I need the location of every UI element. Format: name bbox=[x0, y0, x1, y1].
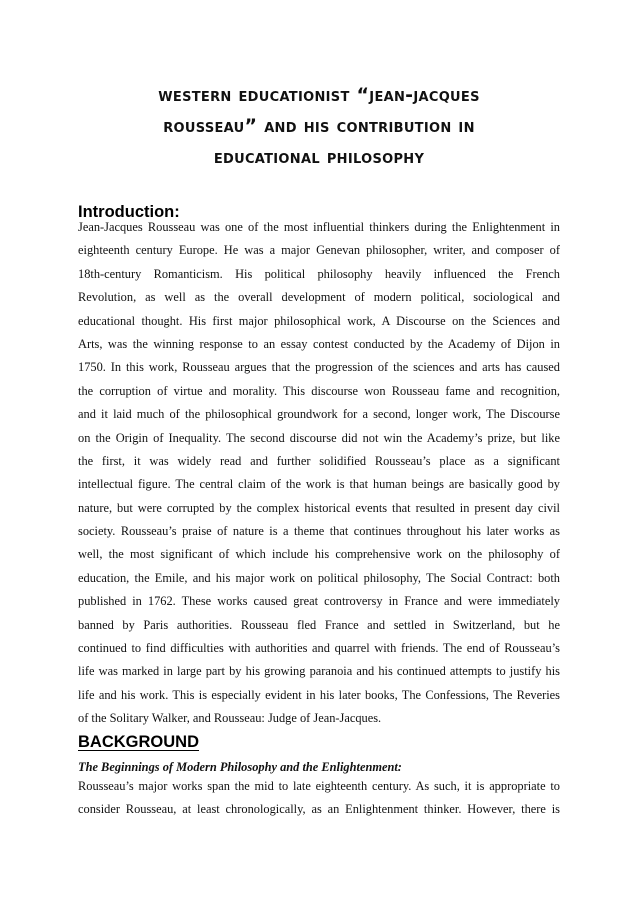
title-line-3: educational philosophy bbox=[213, 146, 425, 168]
paragraph-line: published in 1762. These works caused great controversy in France and were immediately bbox=[78, 594, 560, 609]
background-heading: BACKGROUND bbox=[78, 733, 199, 751]
paragraph-line: life and his work. This is especially evident in his later books, The Confessions, The Reveries bbox=[78, 687, 560, 702]
paragraph-line: banned by Paris authorities. Rousseau fled France and settled in Switzerland, but he bbox=[78, 617, 560, 632]
paragraph-line: well, the most significant of which include his comprehensive work on the philosophy of bbox=[78, 547, 560, 562]
paragraph-line: and it laid much of the philosophical groundwork for a second, longer work, The Discourse bbox=[78, 407, 560, 422]
paragraph-line: life was marked in large part by his growing paranoia and his continued attempts to justify his bbox=[78, 664, 560, 679]
title-line-2: rousseau” and his contribution in bbox=[163, 115, 475, 137]
paragraph-line: 18th-century Romanticism. His political philosophy heavily influenced the French bbox=[78, 266, 560, 281]
paragraph-line: educational thought. His first major philosophical work, A Discourse on the Sciences and bbox=[78, 313, 560, 328]
paragraph-line: of the Solitary Walker, and Rousseau: Judge of Jean-Jacques. bbox=[78, 711, 382, 726]
paragraph-line: Arts, was the winning response to an essay contest conducted by the Academy of Dijon in bbox=[78, 336, 560, 351]
paragraph-line: 1750. In this work, Rousseau argues that the progression of the sciences and arts has caused bbox=[78, 360, 560, 375]
paragraph-line: the corruption of virtue and morality. This discourse won Rousseau fame and recognition, bbox=[78, 383, 560, 398]
introduction-heading: Introduction: bbox=[78, 203, 180, 221]
paragraph-line: nature, but were corrupted by the complex historical events that resulted in present day civil bbox=[78, 500, 560, 515]
paragraph-line: Revolution, as well as the overall development of modern political, sociological and bbox=[78, 290, 560, 305]
paragraph-line: continued to find difficulties with authorities and quarrel with friends. The end of Rousseau’s bbox=[78, 641, 560, 656]
paragraph-line: education, the Emile, and his major work on political philosophy, The Social Contract: both bbox=[78, 570, 560, 585]
paragraph-line: on the Origin of Inequality. The second discourse did not win the Academy’s prize, but like bbox=[78, 430, 560, 445]
paragraph-line: Jean-Jacques Rousseau was one of the most influential thinkers during the Enlightenment in bbox=[78, 220, 560, 234]
background-subheading: The Beginnings of Modern Philosophy and the Enlightenment: bbox=[78, 760, 402, 774]
paragraph-line: society. Rousseau’s praise of nature is a theme that continues throughout his later works as bbox=[78, 524, 560, 539]
paragraph-line: the first, it was widely read and further solidified Rousseau’s place as a significant bbox=[78, 453, 560, 468]
title-line-1: western educationist “jean-jacques bbox=[158, 84, 480, 106]
paragraph-line: intellectual figure. The central claim of the work is that human beings are basically good by bbox=[78, 477, 560, 492]
document-title bbox=[80, 80, 558, 173]
paragraph-line: consider Rousseau, at least chronologically, as an Enlightenment thinker. However, there is bbox=[78, 802, 560, 817]
introduction-paragraph bbox=[78, 216, 560, 731]
paragraph-line: eighteenth century Europe. He was a major Genevan philosopher, writer, and composer of bbox=[78, 243, 560, 258]
background-paragraph bbox=[78, 775, 560, 822]
paragraph-line: Rousseau’s major works span the mid to late eighteenth century. As such, it is appropriate to bbox=[78, 779, 560, 793]
